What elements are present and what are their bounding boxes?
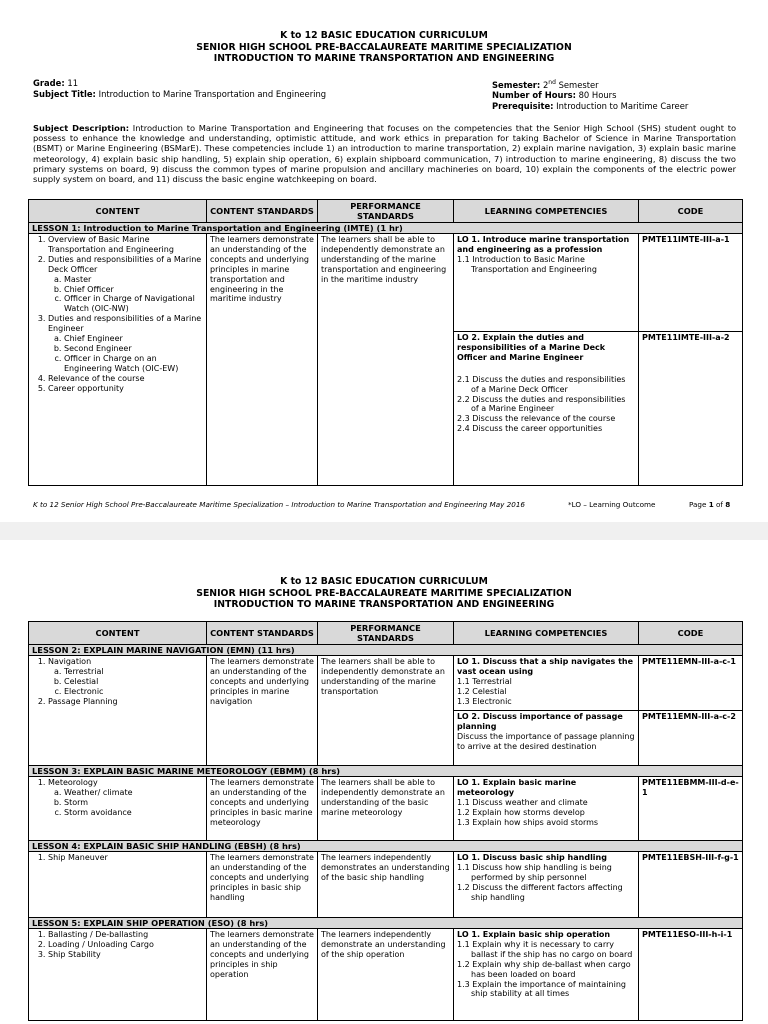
lo-text: Discuss the importance of passage planning to arrive at the desired destination [457,731,635,751]
col-code: CODE [639,200,743,223]
col-learning-competencies: LEARNING COMPETENCIES [454,200,639,223]
list-item: c. Officer in Charge on an Engineering Watch (OIC-EW) [64,354,203,374]
list-item: a. Weather/ climate [64,788,203,798]
list-item: 3. Duties and responsibilities of a Marine Engineer a. Chief Engineer b. Second Engineer c. Officer in Charge on an Engineering Watch (OIC-EW) [48,314,203,373]
lesson-4-content-standard: The learners demonstrate an understanding of the concepts and underlying principles in basic ship handling [207,852,318,918]
table-header-row [29,200,743,223]
list-item: 3. Ship Stability [48,950,203,960]
col-performance-standards: PERFORMANCE STANDARDS [318,200,454,223]
col-learning-competencies: LEARNING COMPETENCIES [454,622,639,645]
header-line-2: SENIOR HIGH SCHOOL PRE-BACCALAUREATE MARITIME SPECIALIZATION [196,587,572,599]
lesson-3-performance-standard: The learners shall be able to independently demonstrate an understanding of the basic marine meteorology [318,777,454,841]
page-separator [0,522,768,540]
subject-label: Subject Title: [33,88,96,99]
table-header-row [29,622,743,645]
meta-right [492,78,688,111]
lesson-1-content [29,234,207,486]
list-item: 1. Ballasting / De-ballasting [48,930,203,940]
page-header [0,0,768,65]
col-content-standards: CONTENT STANDARDS [207,622,318,645]
footer-lo-note: *LO – Learning Outcome [568,500,656,509]
lesson-2-content [29,656,207,766]
lesson-5-content-standard: The learners demonstrate an understanding of the concepts and underlying principles in ship operation [207,929,318,1021]
list-item: 1.2 Discuss the different factors affecting ship handling [457,882,623,902]
list-item: 1.1 Discuss weather and climate [457,797,588,807]
lo-title: LO 1. Discuss that a ship navigates the vast ocean using [457,657,634,676]
header-line-1: K to 12 BASIC EDUCATION CURRICULUM [280,576,488,587]
col-content-standards: CONTENT STANDARDS [207,200,318,223]
list-item: 1.1 Terrestrial [457,676,512,686]
curriculum-table-page-2 [28,621,743,1021]
list-item: b. Storm [64,798,203,808]
list-item: c. Electronic [64,687,203,697]
table-row [29,777,743,841]
list-item: 1. Ship Maneuver [48,853,203,863]
header-line-2: SENIOR HIGH SCHOOL PRE-BACCALAUREATE MARITIME SPECIALIZATION [196,41,572,53]
subject-description [33,123,736,184]
meta-left [33,78,326,99]
lesson-1-title: LESSON 1: Introduction to Marine Transportation and Engineering (IMTE) (1 hr) [29,223,743,234]
subject-value: Introduction to Marine Transportation and Engineering [98,88,327,99]
list-item: a. Master [64,275,203,285]
lesson-3-content-standard: The learners demonstrate an understanding of the concepts and underlying principles in basic marine meteorology [207,777,318,841]
hours-value: 80 Hours [578,90,617,101]
lo-title: LO 1. Introduce marine transportation and engineering as a profession [457,235,630,254]
page-number: Page 1 of 8 [689,500,731,509]
lesson-2-lo-2-code: PMTE11EMN-III-a-c-2 [639,711,743,766]
col-content: CONTENT [29,622,207,645]
list-item: a. Chief Engineer [64,334,203,344]
header-line-3: INTRODUCTION TO MARINE TRANSPORTATION AND ENGINEERING [213,599,555,610]
lesson-1-lo-2-code: PMTE11IMTE-III-a-2 [639,332,743,486]
semester-label: Semester: [492,79,541,90]
list-item: b. Second Engineer [64,344,203,354]
list-item: 1. Meteorology a. Weather/ climate b. Storm c. Storm avoidance [48,778,203,818]
list-item: 1.3 Explain how ships avoid storms [457,817,599,827]
lesson-1-lo-1 [454,234,639,332]
lesson-3-title: LESSON 3: EXPLAIN BASIC MARINE METEOROLOGY (EBMM) (8 hrs) [29,766,743,777]
list-item: 1.3 Electronic [457,696,512,706]
list-item: 2. Passage Planning [48,697,203,707]
col-code: CODE [639,622,743,645]
hours-label: Number of Hours: [492,90,576,101]
header-line-1: K to 12 BASIC EDUCATION CURRICULUM [280,30,488,41]
lesson-row [29,645,743,656]
lo-title: LO 2. Discuss importance of passage planning [457,712,623,731]
lesson-2-content-standard: The learners demonstrate an understanding of the concepts and underlying principles in marine navigation [207,656,318,766]
list-item: 1. Overview of Basic Marine Transportation and Engineering [48,235,203,255]
list-item: 4. Relevance of the course [48,374,203,384]
list-item: 1.2 Celestial [457,686,507,696]
list-item: 1.1 Explain why it is necessary to carry ballast if the ship has no cargo on board [457,939,633,959]
lesson-5-performance-standard: The learners independently demonstrate an understanding of the ship operation [318,929,454,1021]
list-item: 1.1 Discuss how ship handling is being performed by ship personnel [457,862,612,882]
lesson-row [29,223,743,234]
table-row [29,234,743,332]
list-item: 1.2 Explain how storms develop [457,807,585,817]
lo-title: LO 1. Explain basic marine meteorology [457,778,577,797]
list-item: 2. Loading / Unloading Cargo [48,940,203,950]
list-item: c. Officer in Charge of Navigational Watch (OIC-NW) [64,294,203,314]
grade-label: Grade: [33,78,65,88]
header-line-3: INTRODUCTION TO MARINE TRANSPORTATION AND ENGINEERING [213,53,555,64]
lesson-5-lo-1-code: PMTE11ESO-III-h-i-1 [639,929,743,1021]
page-header [0,540,768,611]
lo-title: LO 1. Discuss basic ship handling [457,853,607,862]
description-text: Introduction to Marine Transportation and Engineering that focuses on the competencies that the Senior High School (SHS) student ought to possess to enhance the knowledge and understanding, optimistic attitude, and work ethics in preparation for taking Bachelor of Science in Marine Transportation (BSMT) or Marine Engineering (BSMarE). These competencies include 1) an introduction to marine transportation, 2) explain marine navigation, 3) explain basic marine meteorology, 4) explain basic ship handling, 5) explain ship operation, 6) explain shipboard communication, 7) introduction to marine engineering, 8) discuss the two primary systems on board, 9) discuss the common types of marine propulsion and ancillary machineries on board, 10) explain the components of the electric power supply system on board, and 11) discuss the basic engine watchkeeping on board. [33,123,737,185]
list-item: c. Storm avoidance [64,808,203,818]
prereq-label: Prerequisite: [492,100,554,111]
list-item: 5. Career opportunity [48,384,203,394]
list-item: 2.2 Discuss the duties and responsibilities of a Marine Engineer [457,394,626,414]
lesson-row [29,841,743,852]
list-item: 1.1 Introduction to Basic Marine Transportation and Engineering [457,254,597,274]
list-item: 2.3 Discuss the relevance of the course [457,414,616,424]
table-row [29,929,743,1021]
description-label: Subject Description: [33,123,130,133]
lesson-2-lo-1 [454,656,639,711]
list-item: a. Terrestrial [64,667,203,677]
lesson-2-performance-standard: The learners shall be able to independently demonstrate an understanding of the marine transportation [318,656,454,766]
list-item: b. Chief Officer [64,285,203,295]
list-item: 1.3 Explain the importance of maintaining ship stability at all times [457,979,626,999]
list-item: 2. Duties and responsibilities of a Marine Deck Officer a. Master b. Chief Officer c. Officer in Charge of Navigational Watch (OIC-NW) [48,255,203,314]
lesson-4-performance-standard: The learners independently demonstrates an understanding of the basic ship handling [318,852,454,918]
lesson-1-performance-standard: The learners shall be able to independently demonstrate an understanding of the marine transportation and engineering in the maritime industry [318,234,454,486]
table-row [29,656,743,711]
curriculum-table-page-1 [28,199,743,486]
lesson-4-lo-1-code: PMTE11EBSH-III-f-g-1 [639,852,743,918]
lesson-1-lo-2 [454,332,639,486]
lesson-3-lo-1 [454,777,639,841]
lo-title: LO 2. Explain the duties and responsibilities of a Marine Deck Officer and Marine Engineer [457,333,606,362]
lesson-3-content [29,777,207,841]
grade-value: 11 [67,78,79,88]
lesson-4-content [29,852,207,918]
lesson-5-content [29,929,207,1021]
lesson-2-title: LESSON 2: EXPLAIN MARINE NAVIGATION (EMN) (11 hrs) [29,645,743,656]
lesson-1-content-standard: The learners demonstrate an understanding of the concepts and underlying principles in marine transportation and engineering in the maritime industry [207,234,318,486]
lo-title: LO 1. Explain basic ship operation [457,930,611,939]
lesson-4-lo-1 [454,852,639,918]
table-row [29,852,743,918]
lesson-row [29,918,743,929]
list-item: 1.2 Explain why ship de-ballast when cargo has been loaded on board [457,959,631,979]
col-performance-standards: PERFORMANCE STANDARDS [318,622,454,645]
list-item: 2.4 Discuss the career opportunities [457,424,603,434]
prereq-value: Introduction to Maritime Career [556,100,689,111]
semester-value: 2nd Semester [542,79,599,90]
col-content: CONTENT [29,200,207,223]
lesson-2-lo-1-code: PMTE11EMN-III-a-c-1 [639,656,743,711]
lesson-1-lo-1-code: PMTE11IMTE-III-a-1 [639,234,743,332]
lesson-5-lo-1 [454,929,639,1021]
list-item: 2.1 Discuss the duties and responsibilities of a Marine Deck Officer [457,374,626,394]
lesson-4-title: LESSON 4: EXPLAIN BASIC SHIP HANDLING (EBSH) (8 hrs) [29,841,743,852]
list-item: b. Celestial [64,677,203,687]
footer-title: K to 12 Senior High School Pre-Baccalaureate Maritime Specialization – Introduction to Marine Transportation and Engineering May 2016 [33,500,525,509]
list-item: 1. Navigation a. Terrestrial b. Celestial c. Electronic [48,657,203,697]
lesson-5-title: LESSON 5: EXPLAIN SHIP OPERATION (ESO) (8 hrs) [29,918,743,929]
lesson-row [29,766,743,777]
lesson-3-lo-1-code: PMTE11EBMM-III-d-e-1 [639,777,743,841]
lesson-2-lo-2 [454,711,639,766]
